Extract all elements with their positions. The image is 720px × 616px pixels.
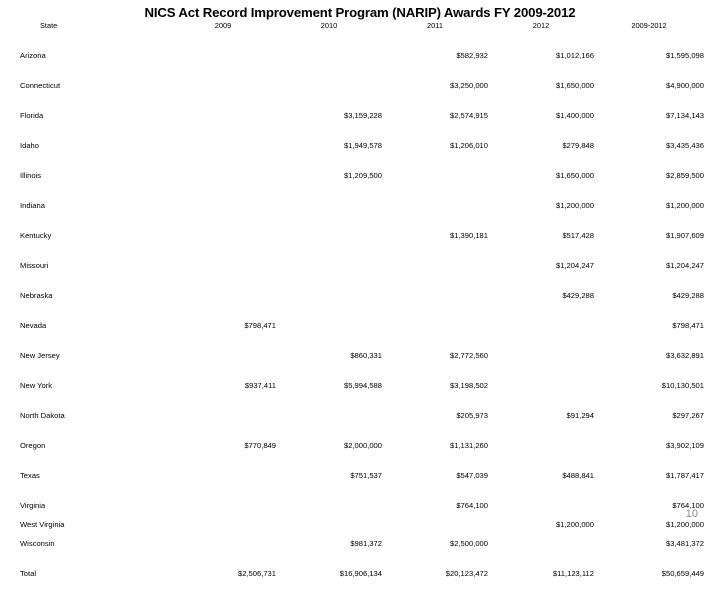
- cell-total: $7,134,143: [665, 111, 704, 120]
- cell-fy2011: $1,390,181: [449, 231, 488, 240]
- cell-fy2011: $3,250,000: [449, 81, 488, 90]
- table-row: [20, 142, 704, 172]
- cell-total: $3,632,891: [665, 351, 704, 360]
- cell-total: $429,288: [672, 291, 704, 300]
- cell-fy2010: $2,000,000: [343, 441, 382, 450]
- cell-fy2010: $1,949,578: [343, 141, 382, 150]
- cell-fy2011: [382, 172, 488, 202]
- table-row: [20, 521, 704, 540]
- column-header-fy2010: 2010: [320, 21, 338, 30]
- total-cell-fy2009: $2,506,731: [237, 569, 276, 578]
- page-title: NICS Act Record Improvement Program (NARIP) Awards FY 2009-2012: [144, 5, 576, 20]
- cell-fy2012: $91,294: [566, 411, 594, 420]
- cell-fy2010: [276, 52, 382, 82]
- cell-fy2012: [488, 442, 594, 472]
- cell-fy2009: [170, 262, 276, 292]
- cell-fy2012: $1,200,000: [555, 201, 594, 210]
- cell-total: $2,859,500: [665, 171, 704, 180]
- cell-fy2009: [170, 352, 276, 382]
- cell-state: Kentucky: [20, 231, 52, 240]
- cell-fy2011: [382, 521, 488, 540]
- cell-state: Virginia: [20, 501, 46, 510]
- cell-state: Idaho: [20, 141, 40, 150]
- cell-fy2010: [276, 412, 382, 442]
- table-row: [20, 540, 704, 570]
- cell-total: $1,200,000: [665, 520, 704, 529]
- cell-fy2009: [170, 202, 276, 232]
- cell-total: $798,471: [672, 321, 704, 330]
- cell-fy2010: [276, 262, 382, 292]
- table-row: [20, 262, 704, 292]
- table-row: [20, 412, 704, 442]
- table-row: [20, 172, 704, 202]
- cell-fy2011: $1,131,260: [449, 441, 488, 450]
- cell-state: New York: [20, 381, 53, 390]
- cell-fy2009: $770,849: [244, 441, 276, 450]
- cell-fy2011: $764,100: [456, 501, 488, 510]
- cell-fy2009: [170, 52, 276, 82]
- cell-total: $4,900,000: [665, 81, 704, 90]
- cell-fy2012: $1,650,000: [555, 171, 594, 180]
- cell-fy2012: $1,200,000: [555, 520, 594, 529]
- cell-fy2011: $582,932: [456, 51, 488, 60]
- cell-fy2012: $517,428: [562, 231, 594, 240]
- column-header-total: 2009-2012: [631, 21, 667, 30]
- table-row: [20, 322, 704, 352]
- table-row: [20, 112, 704, 142]
- cell-fy2011: [382, 322, 488, 352]
- column-header-fy2009: 2009: [214, 21, 232, 30]
- cell-fy2011: [382, 292, 488, 322]
- table-row: [20, 442, 704, 472]
- total-cell-fy2012: $11,123,112: [552, 569, 594, 578]
- cell-state: Texas: [20, 471, 40, 480]
- cell-fy2009: [170, 232, 276, 262]
- cell-state: Indiana: [20, 201, 45, 210]
- cell-total: $297,267: [672, 411, 704, 420]
- cell-state: West Virginia: [20, 520, 65, 529]
- cell-state: Missouri: [20, 261, 49, 270]
- cell-state: Illinois: [20, 171, 42, 180]
- cell-total: $10,130,501: [661, 381, 704, 390]
- cell-fy2010: $5,994,588: [343, 381, 382, 390]
- table-row: [20, 82, 704, 112]
- table-row: [20, 52, 704, 82]
- cell-total: $1,595,098: [665, 51, 704, 60]
- cell-fy2012: $1,400,000: [555, 111, 594, 120]
- cell-total: $764,100: [672, 501, 704, 510]
- cell-fy2011: [382, 202, 488, 232]
- cell-total: $3,435,436: [665, 141, 704, 150]
- cell-fy2011: $205,973: [456, 411, 488, 420]
- cell-state: North Dakota: [20, 411, 65, 420]
- total-cell-fy2010: $16,906,134: [339, 569, 382, 578]
- cell-fy2010: $1,209,500: [343, 171, 382, 180]
- cell-fy2012: [488, 322, 594, 352]
- cell-fy2010: $751,537: [350, 471, 382, 480]
- cell-fy2009: [170, 521, 276, 540]
- cell-fy2009: $798,471: [244, 321, 276, 330]
- cell-fy2010: $3,159,228: [343, 111, 382, 120]
- cell-fy2012: $1,650,000: [555, 81, 594, 90]
- table-row: [20, 472, 704, 502]
- cell-total: $1,200,000: [665, 201, 704, 210]
- cell-fy2011: $2,500,000: [449, 539, 488, 548]
- cell-fy2011: $2,772,560: [449, 351, 488, 360]
- cell-total: $3,481,372: [665, 539, 704, 548]
- cell-fy2010: [276, 232, 382, 262]
- column-header-state: State: [40, 21, 58, 30]
- cell-fy2009: [170, 112, 276, 142]
- cell-state: New Jersey: [20, 351, 60, 360]
- cell-state: Connecticut: [20, 81, 61, 90]
- total-cell-total: $50,659,449: [661, 569, 704, 578]
- cell-fy2012: [488, 540, 594, 570]
- cell-fy2009: $937,411: [244, 381, 276, 390]
- column-header-fy2012: 2012: [532, 21, 550, 30]
- cell-fy2009: [170, 82, 276, 112]
- cell-total: $1,787,417: [665, 471, 704, 480]
- page-number: 10: [685, 508, 698, 520]
- table-row: [20, 232, 704, 262]
- cell-state: Florida: [20, 111, 44, 120]
- cell-fy2011: $3,198,502: [449, 381, 488, 390]
- column-header-fy2011: 2011: [427, 21, 443, 30]
- table-row: [20, 352, 704, 382]
- cell-state: Nebraska: [20, 291, 53, 300]
- table-row: [20, 202, 704, 232]
- cell-fy2010: [276, 502, 382, 521]
- cell-fy2010: [276, 202, 382, 232]
- cell-fy2010: $860,331: [350, 351, 382, 360]
- cell-state: Oregon: [20, 441, 46, 450]
- cell-total: $3,902,109: [665, 441, 704, 450]
- cell-fy2010: $981,372: [350, 539, 382, 548]
- cell-fy2012: [488, 352, 594, 382]
- table-row: [20, 382, 704, 412]
- table-total-row: [20, 570, 704, 616]
- cell-fy2011: $1,206,010: [449, 141, 488, 150]
- cell-fy2011: [382, 262, 488, 292]
- cell-fy2010: [276, 292, 382, 322]
- cell-state: Arizona: [20, 51, 46, 60]
- cell-fy2009: [170, 172, 276, 202]
- cell-total: $1,204,247: [665, 261, 704, 270]
- cell-fy2009: [170, 472, 276, 502]
- table-row: [20, 502, 704, 521]
- cell-fy2012: $488,841: [562, 471, 594, 480]
- cell-fy2012: $1,012,166: [555, 51, 594, 60]
- cell-fy2009: [170, 292, 276, 322]
- cell-fy2010: [276, 521, 382, 540]
- cell-state: Wisconsin: [20, 539, 55, 548]
- cell-fy2012: $429,288: [562, 291, 594, 300]
- cell-fy2009: [170, 502, 276, 521]
- table-header-row: [20, 22, 704, 52]
- cell-fy2012: $1,204,247: [555, 261, 594, 270]
- narip-awards-table: [20, 22, 704, 616]
- cell-fy2009: [170, 540, 276, 570]
- table-row: [20, 292, 704, 322]
- cell-fy2012: [488, 502, 594, 521]
- cell-fy2012: $279,848: [562, 141, 594, 150]
- cell-fy2009: [170, 412, 276, 442]
- cell-fy2011: $547,039: [456, 471, 488, 480]
- cell-total: $1,907,609: [665, 231, 704, 240]
- cell-fy2010: [276, 82, 382, 112]
- cell-fy2012: [488, 382, 594, 412]
- cell-state: Nevada: [20, 321, 47, 330]
- total-cell-state: Total: [20, 569, 37, 578]
- cell-fy2010: [276, 322, 382, 352]
- cell-fy2009: [170, 142, 276, 172]
- total-cell-fy2011: $20,123,472: [445, 569, 488, 578]
- cell-fy2011: $2,574,915: [449, 111, 488, 120]
